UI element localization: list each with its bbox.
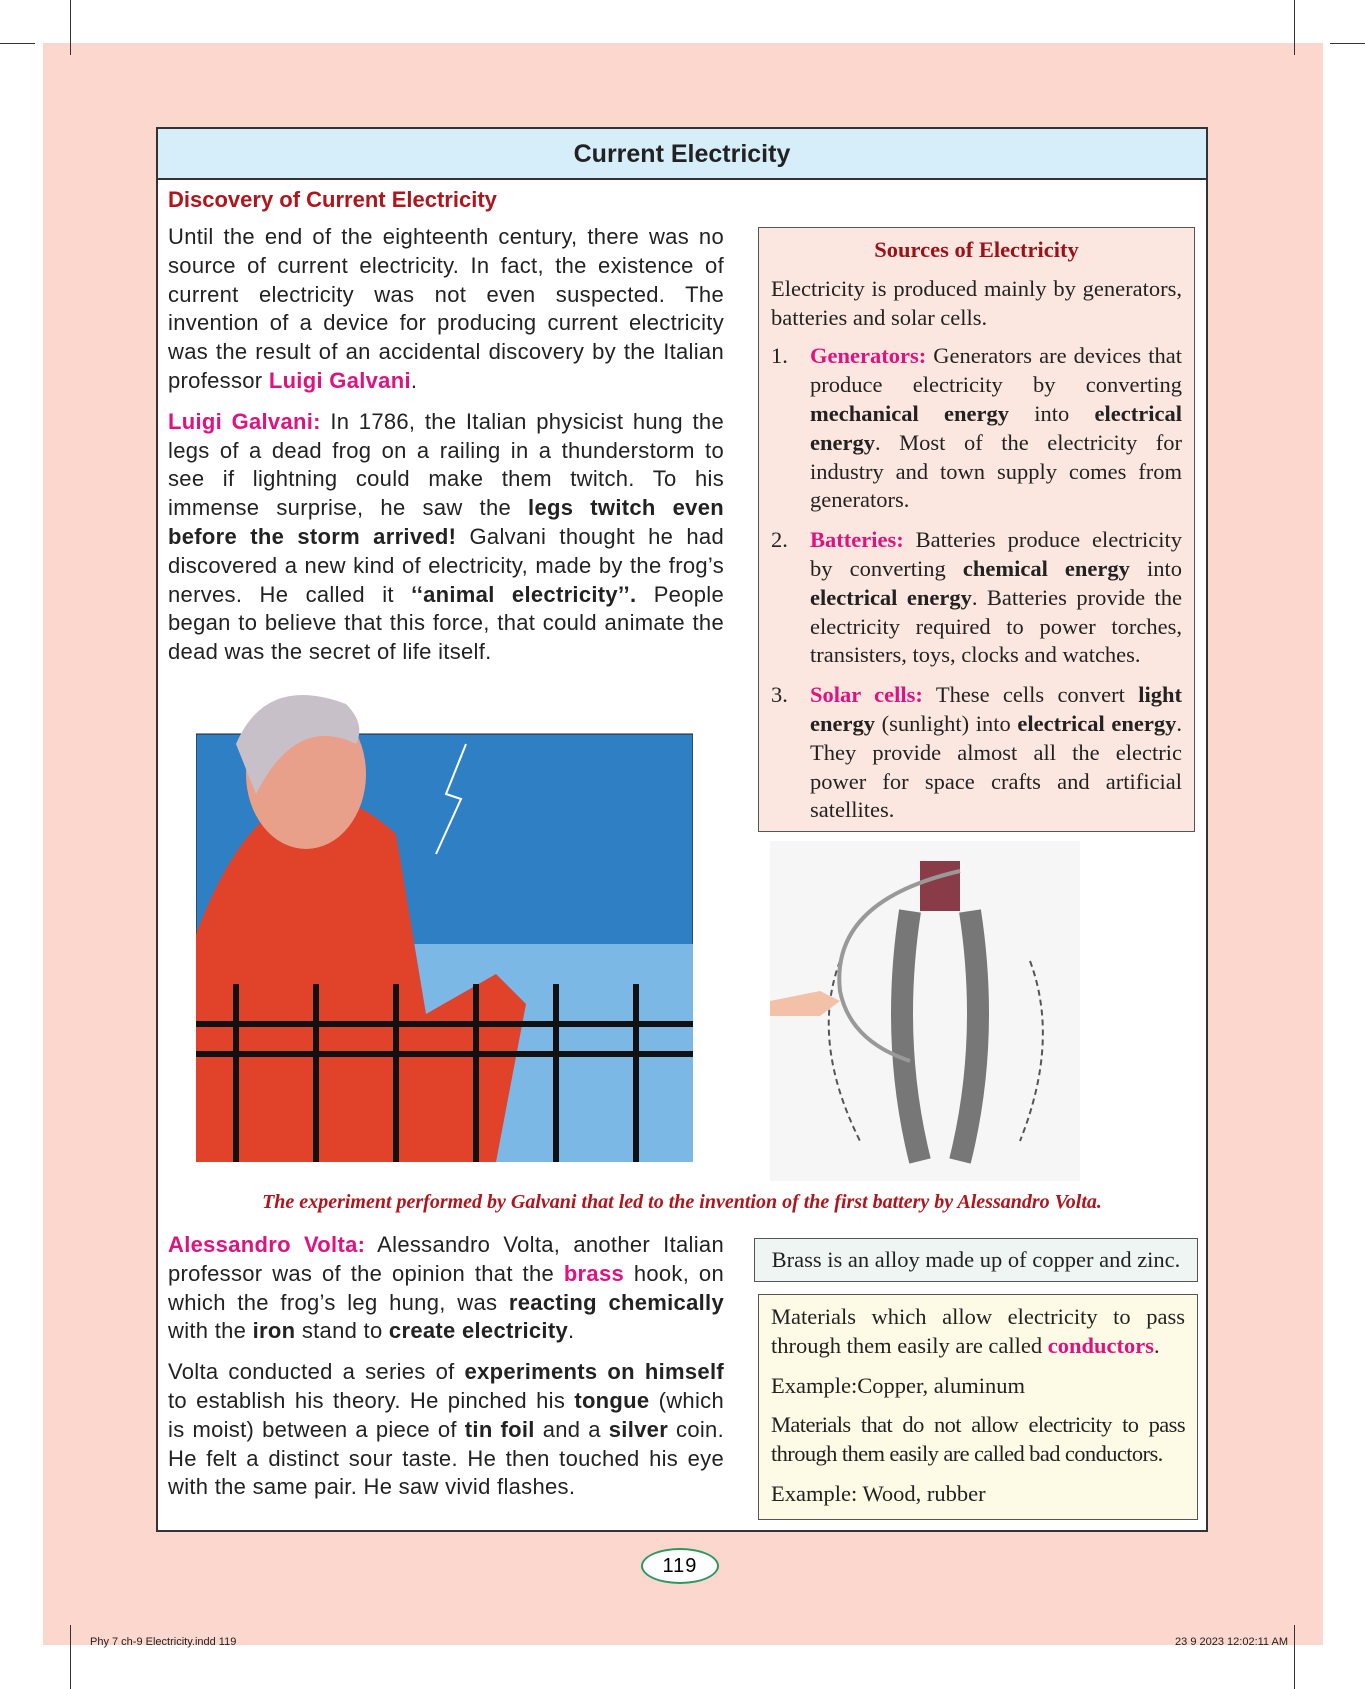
crop-mark [1330,43,1365,44]
text: and a [534,1416,609,1442]
text: coin. He felt a distinct sour taste. He then touched his eye with the same pair. He saw vivid flashes. [168,1416,724,1500]
list-item [771,526,1182,670]
crop-mark [1294,0,1295,55]
text: Generators are devices that produce electricity by converting [810,343,1182,398]
paragraph: Materials that do not allow electricity to pass through them easily are called bad conductors. [771,1412,1185,1467]
text: Batteries produce electricity by converting [810,527,1182,581]
bold: light energy [810,682,1182,736]
conductors-box [758,1294,1198,1520]
text: . Most of the electricity for industry and town supply comes from generators. [810,429,1182,513]
text: (sunlight) into [874,710,1018,736]
section-heading: Discovery of Current Electricity [168,187,497,212]
text: Galvani thought he had discovered a new kind of electricity, made by the frog’s nerves. He called it [168,523,724,607]
example: Example: Wood, rubber [771,1480,986,1506]
crop-mark [1294,1625,1295,1689]
footer-timestamp: 23 9 2023 12:02:11 AM [1175,1636,1288,1648]
text: These cells convert [922,682,1139,708]
item-number: 1. [771,343,788,369]
bold: reacting chemically [508,1289,724,1315]
text: into [1129,555,1182,581]
item-label: Generators: [810,343,927,369]
bold: experiments on himself [464,1359,725,1385]
text: with the [168,1318,253,1344]
highlight: brass [563,1260,625,1286]
bold: tongue [574,1387,650,1413]
content-frame [156,127,1208,1532]
item-number: 3. [771,682,788,708]
list-item [771,342,1182,515]
text: . They provide almost all the electric power for space crafts and artificial satellites. [810,710,1183,823]
bold: electrical energy [1017,710,1177,736]
bold: silver [608,1416,669,1442]
box-title: Sources of Electricity [874,237,1079,262]
text: In 1786, the Italian physicist hung the legs of a dead frog on a railing in a thunderstorm to see if lightning could make them twitch. To his immense surprise, he saw the [168,408,724,521]
item-number: 2. [771,527,788,553]
paragraph [168,223,724,396]
text: (which is moist) between a piece of [168,1387,724,1442]
text: Alessandro Volta, another Italian professor was of the opinion that the [168,1232,724,1286]
highlight: conductors [1047,1332,1155,1358]
example: Example:Copper, aluminum [771,1372,1026,1398]
bold: tin foil [464,1416,535,1442]
highlight: Luigi Galvani [268,367,411,393]
item-label: Batteries: [810,527,904,553]
paragraph [168,408,724,667]
paragraph [168,1231,724,1346]
text: . [1154,1332,1160,1358]
text: People began to believe that this force, that could animate the dead was the secret of life itself. [168,581,724,665]
item-label: Solar cells: [810,682,923,708]
item-text [810,526,1182,670]
bold: electrical energy [810,584,972,610]
text: . Batteries provide the electricity required to power torches, transisters, toys, clocks and watches. [810,584,1182,668]
page-title: Current Electricity [158,129,1206,180]
bold: iron [252,1318,296,1344]
brass-note-box: Brass is an alloy made up of copper and zinc. [754,1238,1198,1282]
text: Materials which allow electricity to pass through them easily are called [771,1304,1185,1358]
text: . [410,367,418,393]
bold: ‘‘animal electricity’’. [411,581,637,607]
page-number: 119 [641,1548,719,1584]
text: . [568,1318,575,1344]
item-text [810,681,1182,825]
crop-mark [0,43,35,44]
volta-text [168,1231,724,1514]
box-intro: Electricity is produced mainly by generators, batteries and solar cells. [771,275,1182,330]
bold: chemical energy [962,555,1130,581]
bold: legs twitch even before the storm arrived! [168,495,724,549]
galvani-illustration [196,684,693,1162]
discovery-text [168,223,724,679]
text: into [1008,400,1095,426]
paragraph [168,1358,724,1502]
sources-of-electricity-box [758,227,1195,832]
frog-legs-illustration [770,841,1080,1181]
text: stand to [295,1318,389,1344]
item-text [810,342,1182,515]
paragraph [771,1303,1185,1361]
bold: electrical energy [810,400,1182,455]
text: Volta conducted a series of [168,1359,465,1385]
highlight: Alessandro Volta: [168,1232,366,1257]
footer-filename: Phy 7 ch-9 Electricity.indd 119 [90,1636,237,1648]
crop-mark [70,1625,71,1689]
crop-mark [70,0,71,55]
text: to establish his theory. He pinched his [168,1387,575,1413]
bold: create electricity [388,1318,568,1344]
text: hook, on which the frog’s leg hung, was [168,1260,724,1315]
figure-caption: The experiment performed by Galvani that led to the invention of the first battery by Alessandro Volta. [262,1191,1102,1213]
bold: mechanical energy [810,400,1009,426]
text: Until the end of the eighteenth century, there was no source of current electricity. In fact, the existence of current electricity was not even suspected. The invention of a device for producing current electricity was the result of an accidental discovery by the Italian professor [168,224,724,393]
list-item [771,681,1182,825]
highlight: Luigi Galvani: [168,408,321,434]
